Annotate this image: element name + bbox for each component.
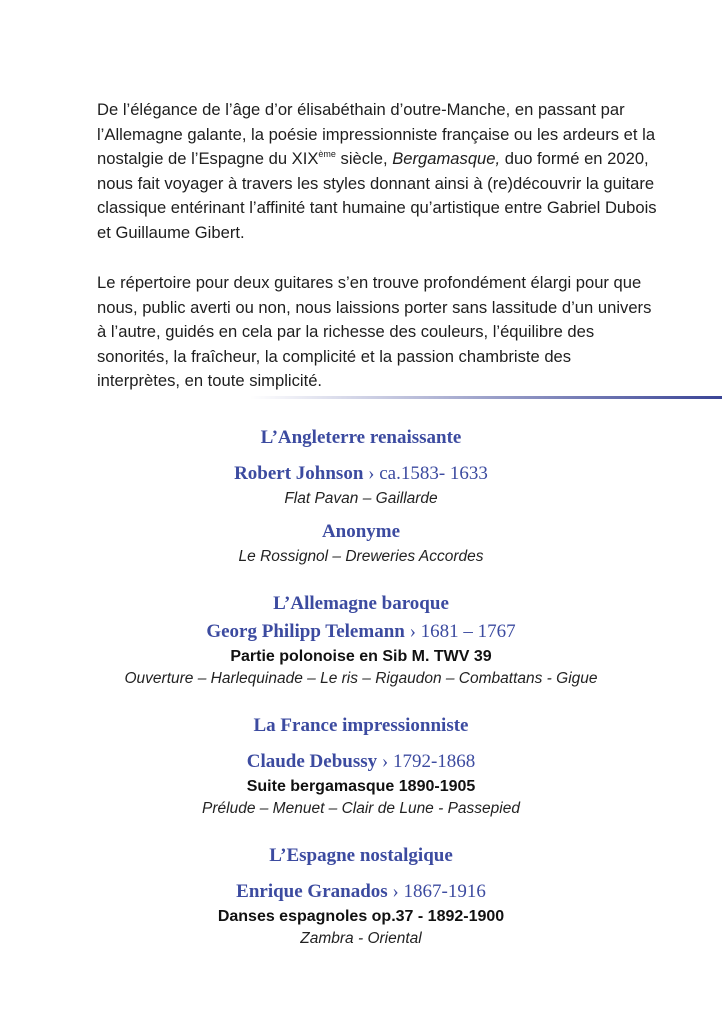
work-title: Danses espagnoles op.37 - 1892-1900 — [217, 908, 505, 925]
piece-list: Prélude – Menuet – Clair de Lune - Passepied — [202, 800, 520, 817]
intro-p1-text-2: siècle, — [335, 149, 393, 168]
divider-line — [250, 396, 722, 399]
composer-line — [0, 878, 722, 906]
intro-p1-text: De l’élégance de l’âge d’or élisabéthain d’outre-Manche, en passant par l’Allemagne galante, la poésie impressionniste française ou les ardeurs et la nostalgie de l’Espagne du XIX — [97, 100, 656, 168]
duo-name: Bergamasque, — [392, 149, 501, 168]
composer-dates: › 1792-1868 — [377, 751, 476, 772]
concert-program — [0, 424, 722, 950]
composer-line — [0, 618, 722, 646]
work-title: Suite bergamasque 1890-1905 — [246, 778, 476, 795]
composer-dates: › 1681 – 1767 — [404, 621, 516, 642]
composer-name: Claude Debussy — [246, 751, 378, 772]
piece-list: Le Rossignol – Dreweries Accordes — [238, 548, 484, 565]
section-title: L’Espagne nostalgique — [269, 845, 453, 866]
intro-text — [97, 98, 657, 394]
composer-line — [0, 748, 722, 776]
section-spain — [0, 842, 722, 950]
piece-list: Zambra - Oriental — [300, 930, 422, 947]
composer-name: Georg Philipp Telemann — [206, 621, 405, 642]
piece-list: Ouverture – Harlequinade – Le ris – Rigaudon – Combattans - Gigue — [124, 670, 598, 687]
section-title: La France impressionniste — [253, 715, 469, 736]
section-title: L’Allemagne baroque — [273, 593, 449, 614]
composer-name: Anonyme — [321, 521, 401, 542]
intro-p1-text-3: duo formé en 2020, nous fait voyager à travers les styles donnant ainsi à (re)découvrir la guitare classique entérinant l’affinité tant humaine qu’artistique entre Gabriel Dubois et Guillaume Gibert. — [97, 149, 657, 242]
intro-paragraph-2: Le répertoire pour deux guitares s’en trouve profondément élargi pour que nous, public averti ou non, nous laissions porter sans lassitude d’un univers à l’autre, guidés en cela par la richesse des couleurs, l’équilibre des sonorités, la fraîcheur, la complicité et la passion chambriste des interprètes, en toute simplicité. — [97, 273, 652, 390]
section-france — [0, 712, 722, 820]
section-england — [0, 424, 722, 568]
composer-name: Robert Johnson — [234, 463, 364, 484]
composer-dates: › ca.1583- 1633 — [363, 463, 488, 484]
composer-line — [0, 518, 722, 546]
section-germany — [0, 590, 722, 690]
section-title: L’Angleterre renaissante — [260, 427, 462, 448]
piece-list: Flat Pavan – Gaillarde — [284, 490, 438, 507]
composer-dates: › 1867-1916 — [387, 881, 486, 902]
work-title: Partie polonoise en Sib M. TWV 39 — [230, 648, 492, 665]
intro-paragraph-1 — [97, 98, 657, 245]
superscript-eme: ème — [318, 149, 336, 159]
composer-line — [0, 460, 722, 488]
composer-name: Enrique Granados — [236, 881, 388, 902]
